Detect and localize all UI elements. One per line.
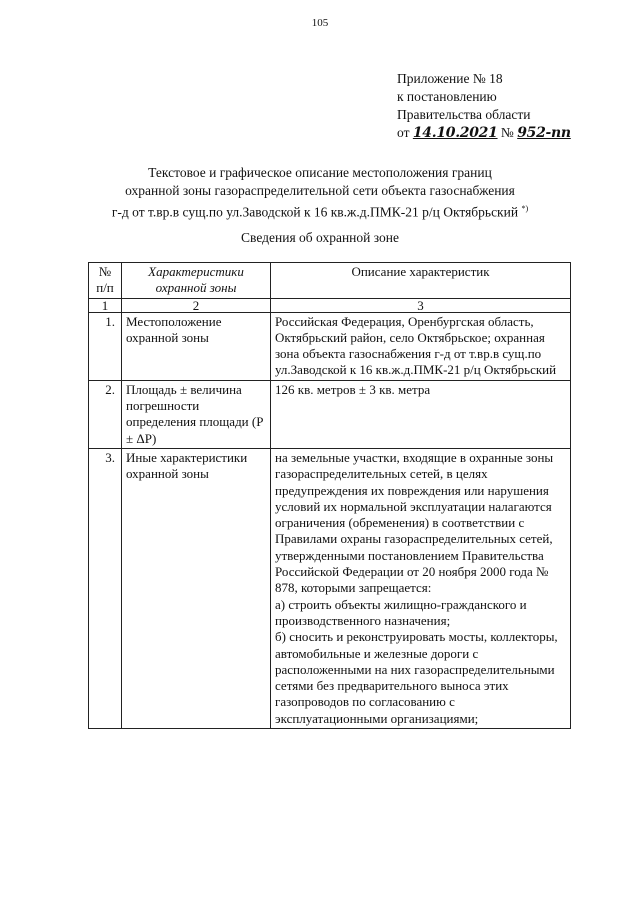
page-number: 105 xyxy=(311,17,329,29)
column-number-row xyxy=(89,298,571,312)
row-description xyxy=(271,448,571,728)
column-number-3: 3 xyxy=(271,298,571,312)
title-line-3 xyxy=(60,200,580,222)
title-line-1: Текстовое и графическое описание местоположения границ xyxy=(148,165,492,180)
footnote-mark: *) xyxy=(521,204,529,213)
header-cell-characteristics: Характеристики охранной зоны xyxy=(122,263,271,299)
row-description: 126 кв. метров ± 3 кв. метра xyxy=(271,380,571,448)
appendix-block xyxy=(397,70,571,142)
header-cell-number: № п/п xyxy=(89,263,122,299)
row-characteristic: Иные характеристики охранной зоны xyxy=(122,448,271,728)
date-value: 14.10.2021 xyxy=(412,125,498,141)
appendix-line-3: Правительства области xyxy=(397,107,531,122)
table-header-row xyxy=(89,263,571,299)
section-subtitle: Сведения об охранной зоне xyxy=(241,230,399,245)
appendix-line-2: к постановлению xyxy=(397,89,497,104)
number-prefix: № xyxy=(500,125,514,140)
title-line-3-text: г-д от т.вр.в сущ.по ул.Заводской к 16 кв.ж.д.ПМК-21 р/ц Октябрьский xyxy=(111,204,519,220)
description-paragraph: б) сносить и реконструировать мосты, коллекторы, автомобильные и железные дороги с расположенными на них газораспределительными сетями без предварительного выноса этих газопроводов по согласованию с эксплуатационными организациями; xyxy=(275,629,558,726)
table-row xyxy=(89,448,571,728)
column-number-1: 1 xyxy=(89,298,122,312)
description-paragraph: а) строить объекты жилищно-гражданского и производственного назначения; xyxy=(275,596,527,628)
appendix-date-line xyxy=(397,124,571,142)
zone-table xyxy=(88,262,571,729)
table-row xyxy=(89,380,571,448)
number-value: 952-пп xyxy=(517,125,571,141)
date-prefix: от xyxy=(397,125,410,140)
row-characteristic: Местоположение охранной зоны xyxy=(122,312,271,380)
row-number: 1. xyxy=(89,312,122,380)
row-description: Российская Федерация, Оренбургская область, Октябрьский район, село Октябрьское; охранная зона объекта газоснабжения г-д от т.вр.в сущ.по ул.Заводской к 16 кв.ж.д.ПМК-21 р/ц Октябрьский xyxy=(271,312,571,380)
title-line-2: охранной зоны газораспределительной сети объекта газоснабжения xyxy=(125,183,515,198)
table-row xyxy=(89,312,571,380)
row-number: 3. xyxy=(89,448,122,728)
row-number: 2. xyxy=(89,380,122,448)
appendix-line-1: Приложение № 18 xyxy=(397,71,503,86)
header-cell-description: Описание характеристик xyxy=(271,263,571,299)
description-paragraph: на земельные участки, входящие в охранные зоны газораспределительных сетей, в целях предупреждения их повреждения или нарушения условий их нормальной эксплуатации налагаются ограничения (обременения) в соответствии с Правилами охраны газораспределительных сетей, утвержденными постановлением Правительства Российской Федерации от 20 ноября 2000 года № 878, которыми запрещается: xyxy=(275,449,554,596)
column-number-2: 2 xyxy=(122,298,271,312)
row-characteristic: Площадь ± величина погрешности определения площади (P ± ΔP) xyxy=(122,380,271,448)
document-title xyxy=(60,164,580,222)
